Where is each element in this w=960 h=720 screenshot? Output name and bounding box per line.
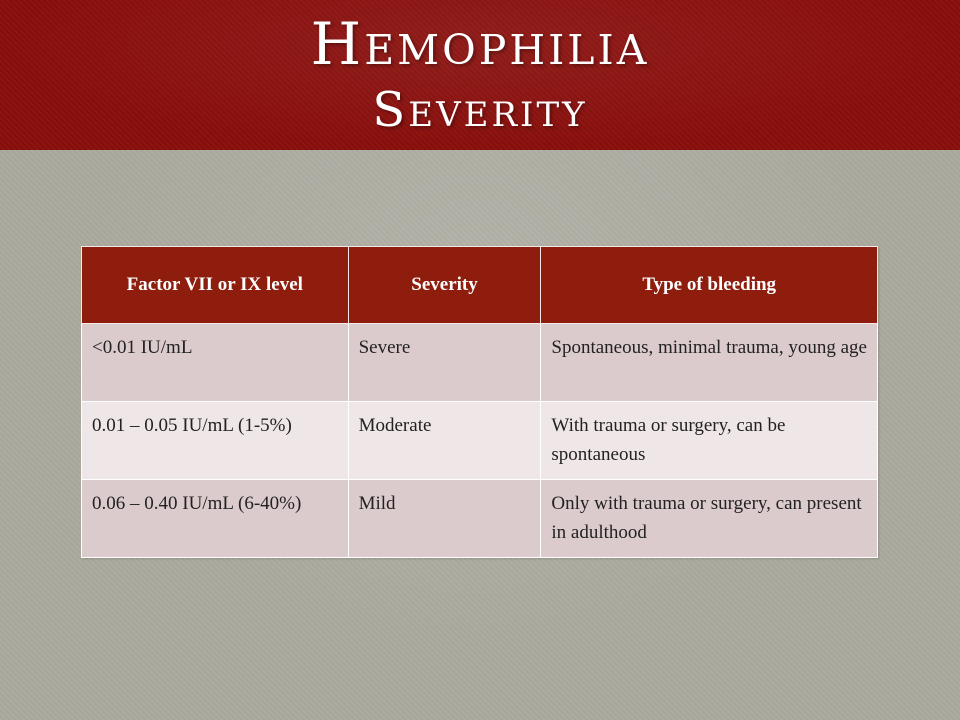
cell-factor-level: 0.06 – 0.40 IU/mL (6-40%) xyxy=(82,480,349,558)
table-row xyxy=(82,324,878,402)
severity-table xyxy=(81,246,878,558)
cell-severity: Moderate xyxy=(348,402,541,480)
table-row xyxy=(82,480,878,558)
column-header-severity: Severity xyxy=(348,247,541,324)
slide-subtitle: Severity xyxy=(372,82,588,138)
column-header-bleeding-type: Type of bleeding xyxy=(541,247,878,324)
table-row xyxy=(82,402,878,480)
title-band xyxy=(0,0,960,150)
cell-factor-level: 0.01 – 0.05 IU/mL (1-5%) xyxy=(82,402,349,480)
column-header-factor-level: Factor VII or IX level xyxy=(82,247,349,324)
cell-severity: Mild xyxy=(348,480,541,558)
cell-factor-level: <0.01 IU/mL xyxy=(82,324,349,402)
cell-bleeding-type: With trauma or surgery, can be spontaneous xyxy=(541,402,878,480)
slide-title: Hemophilia xyxy=(310,10,650,78)
cell-severity: Severe xyxy=(348,324,541,402)
cell-bleeding-type: Only with trauma or surgery, can present in adulthood xyxy=(541,480,878,558)
table-header-row xyxy=(82,247,878,324)
cell-bleeding-type: Spontaneous, minimal trauma, young age xyxy=(541,324,878,402)
